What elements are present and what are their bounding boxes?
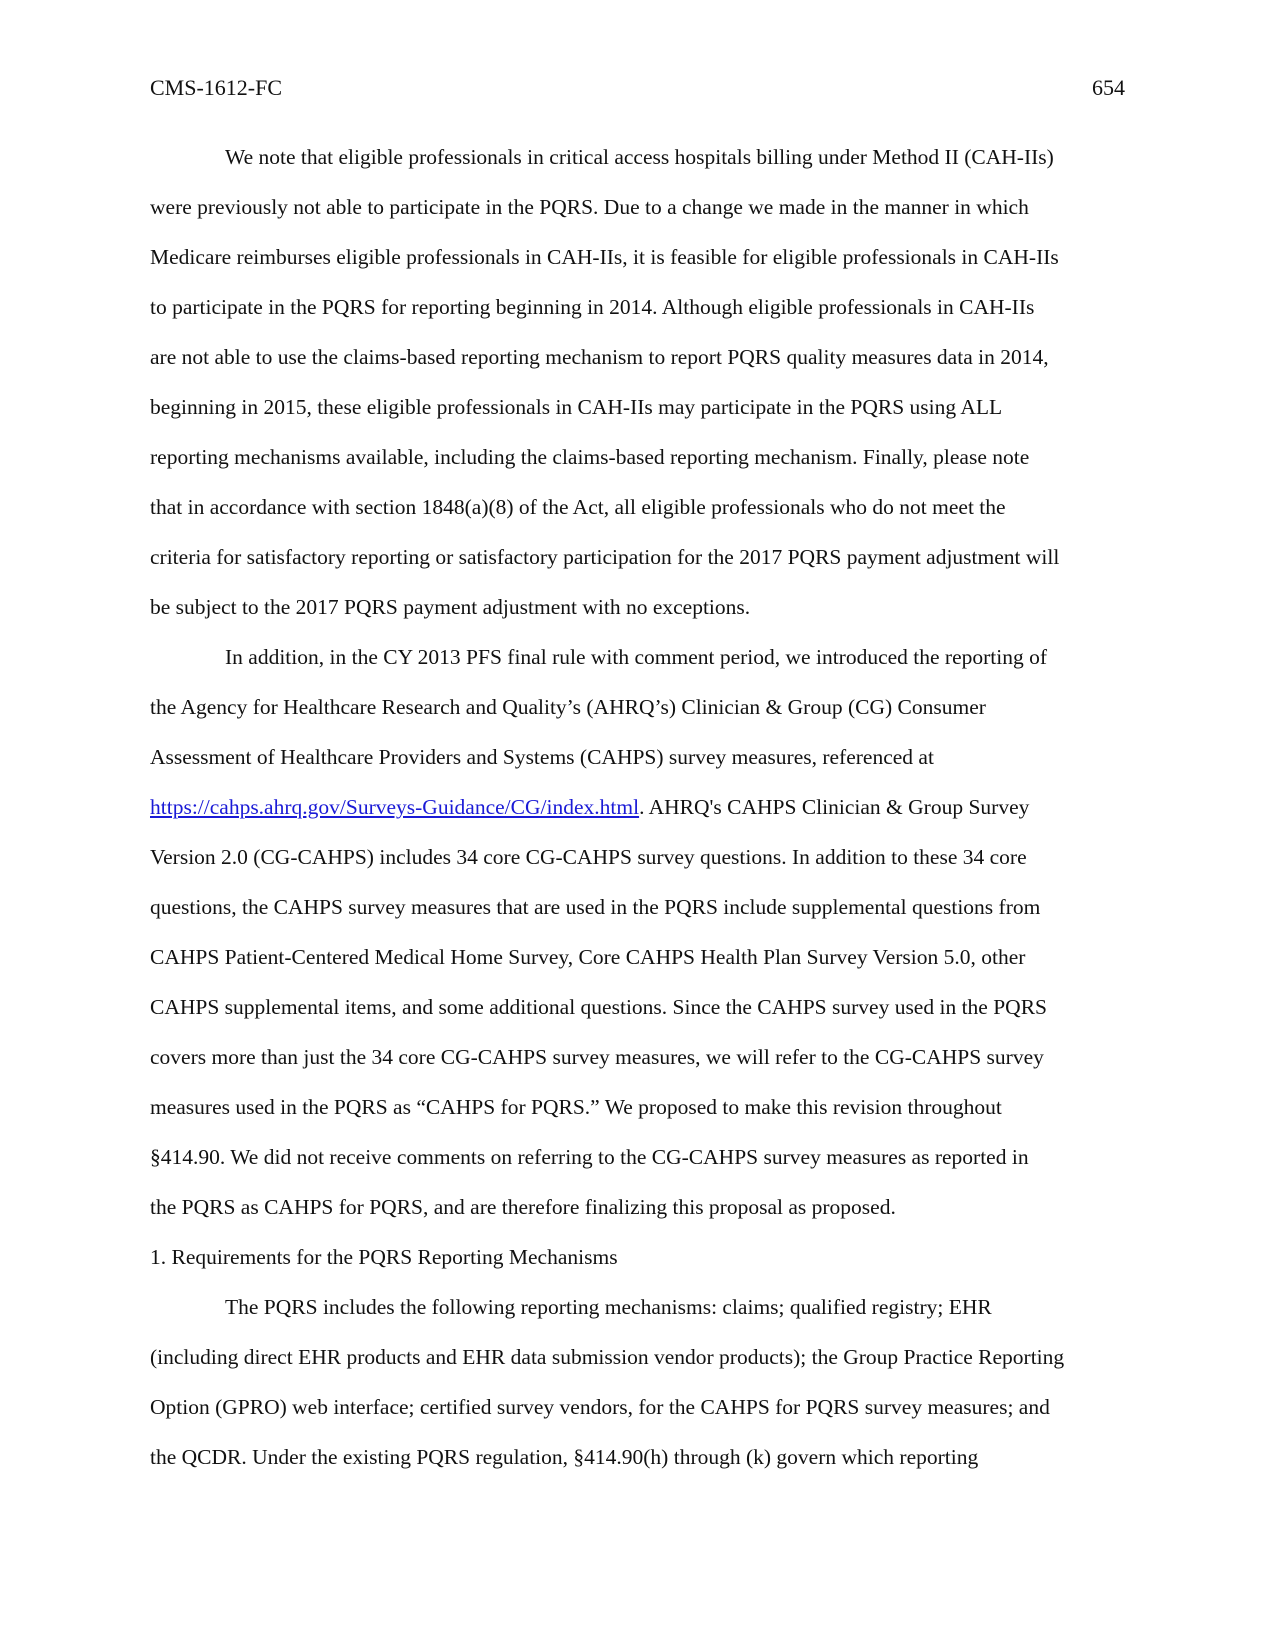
paragraph-2-line-12: the PQRS as CAHPS for PQRS, and are therefore finalizing this proposal as proposed. — [150, 1195, 896, 1219]
paragraph-2-line-4 — [150, 793, 1029, 821]
paragraph-1-line-5: are not able to use the claims-based reporting mechanism to report PQRS quality measures data in 2014, — [150, 345, 1049, 369]
paragraph-1-line-6: beginning in 2015, these eligible professionals in CAH-IIs may participate in the PQRS using ALL — [150, 395, 1003, 419]
paragraph-2-line-7: CAHPS Patient-Centered Medical Home Survey, Core CAHPS Health Plan Survey Version 5.0, other — [150, 945, 1026, 969]
paragraph-3-line-1: The PQRS includes the following reporting mechanisms: claims; qualified registry; EHR — [225, 1295, 992, 1319]
paragraph-2-line-6: questions, the CAHPS survey measures that are used in the PQRS include supplemental questions from — [150, 895, 1041, 919]
paragraph-1-line-3: Medicare reimburses eligible professionals in CAH-IIs, it is feasible for eligible professionals in CAH-IIs — [150, 245, 1059, 269]
section-heading: 1. Requirements for the PQRS Reporting Mechanisms — [150, 1245, 618, 1269]
page-number: 654 — [1092, 75, 1125, 100]
paragraph-1-line-10: be subject to the 2017 PQRS payment adjustment with no exceptions. — [150, 595, 751, 619]
paragraph-1-line-1: We note that eligible professionals in critical access hospitals billing under Method II (CAH-IIs) — [225, 145, 1054, 169]
paragraph-2-line-3: Assessment of Healthcare Providers and Systems (CAHPS) survey measures, referenced at — [150, 745, 934, 769]
paragraph-1-line-8: that in accordance with section 1848(a)(8) of the Act, all eligible professionals who do not meet the — [150, 495, 1006, 519]
document-id: CMS-1612-FC — [150, 75, 283, 100]
paragraph-2-line-1: In addition, in the CY 2013 PFS final rule with comment period, we introduced the reporting of — [225, 645, 1048, 669]
paragraph-3-line-2: (including direct EHR products and EHR data submission vendor products); the Group Practice Reporting — [150, 1345, 1065, 1369]
paragraph-2-line-11: §414.90. We did not receive comments on referring to the CG-CAHPS survey measures as reported in — [150, 1145, 1029, 1169]
paragraph-1-line-4: to participate in the PQRS for reporting beginning in 2014. Although eligible professionals in CAH-IIs — [150, 295, 1035, 319]
paragraph-1-line-9: criteria for satisfactory reporting or satisfactory participation for the 2017 PQRS payment adjustment will — [150, 545, 1060, 569]
paragraph-2-line-5: Version 2.0 (CG-CAHPS) includes 34 core CG-CAHPS survey questions. In addition to these 34 core — [150, 845, 1027, 869]
link-trailing-text: . AHRQ's CAHPS Clinician & Group Survey — [639, 795, 1030, 819]
cahps-guidance-link[interactable]: https://cahps.ahrq.gov/Surveys-Guidance/CG/index.html — [150, 795, 640, 819]
paragraph-3-line-4: the QCDR. Under the existing PQRS regulation, §414.90(h) through (k) govern which reporting — [150, 1445, 979, 1469]
paragraph-1-line-2: were previously not able to participate in the PQRS. Due to a change we made in the manner in which — [150, 195, 1029, 219]
paragraph-2-line-9: covers more than just the 34 core CG-CAHPS survey measures, we will refer to the CG-CAHPS survey — [150, 1045, 1044, 1069]
paragraph-1-line-7: reporting mechanisms available, including the claims-based reporting mechanism. Finally, please note — [150, 445, 1030, 469]
paragraph-3-line-3: Option (GPRO) web interface; certified survey vendors, for the CAHPS for PQRS survey measures; and — [150, 1395, 1050, 1419]
paragraph-2-line-10: measures used in the PQRS as “CAHPS for PQRS.” We proposed to make this revision throughout — [150, 1095, 1002, 1119]
paragraph-2-line-2: the Agency for Healthcare Research and Quality’s (AHRQ’s) Clinician & Group (CG) Consumer — [150, 695, 986, 719]
paragraph-2-line-8: CAHPS supplemental items, and some additional questions. Since the CAHPS survey used in the PQRS — [150, 995, 1047, 1019]
